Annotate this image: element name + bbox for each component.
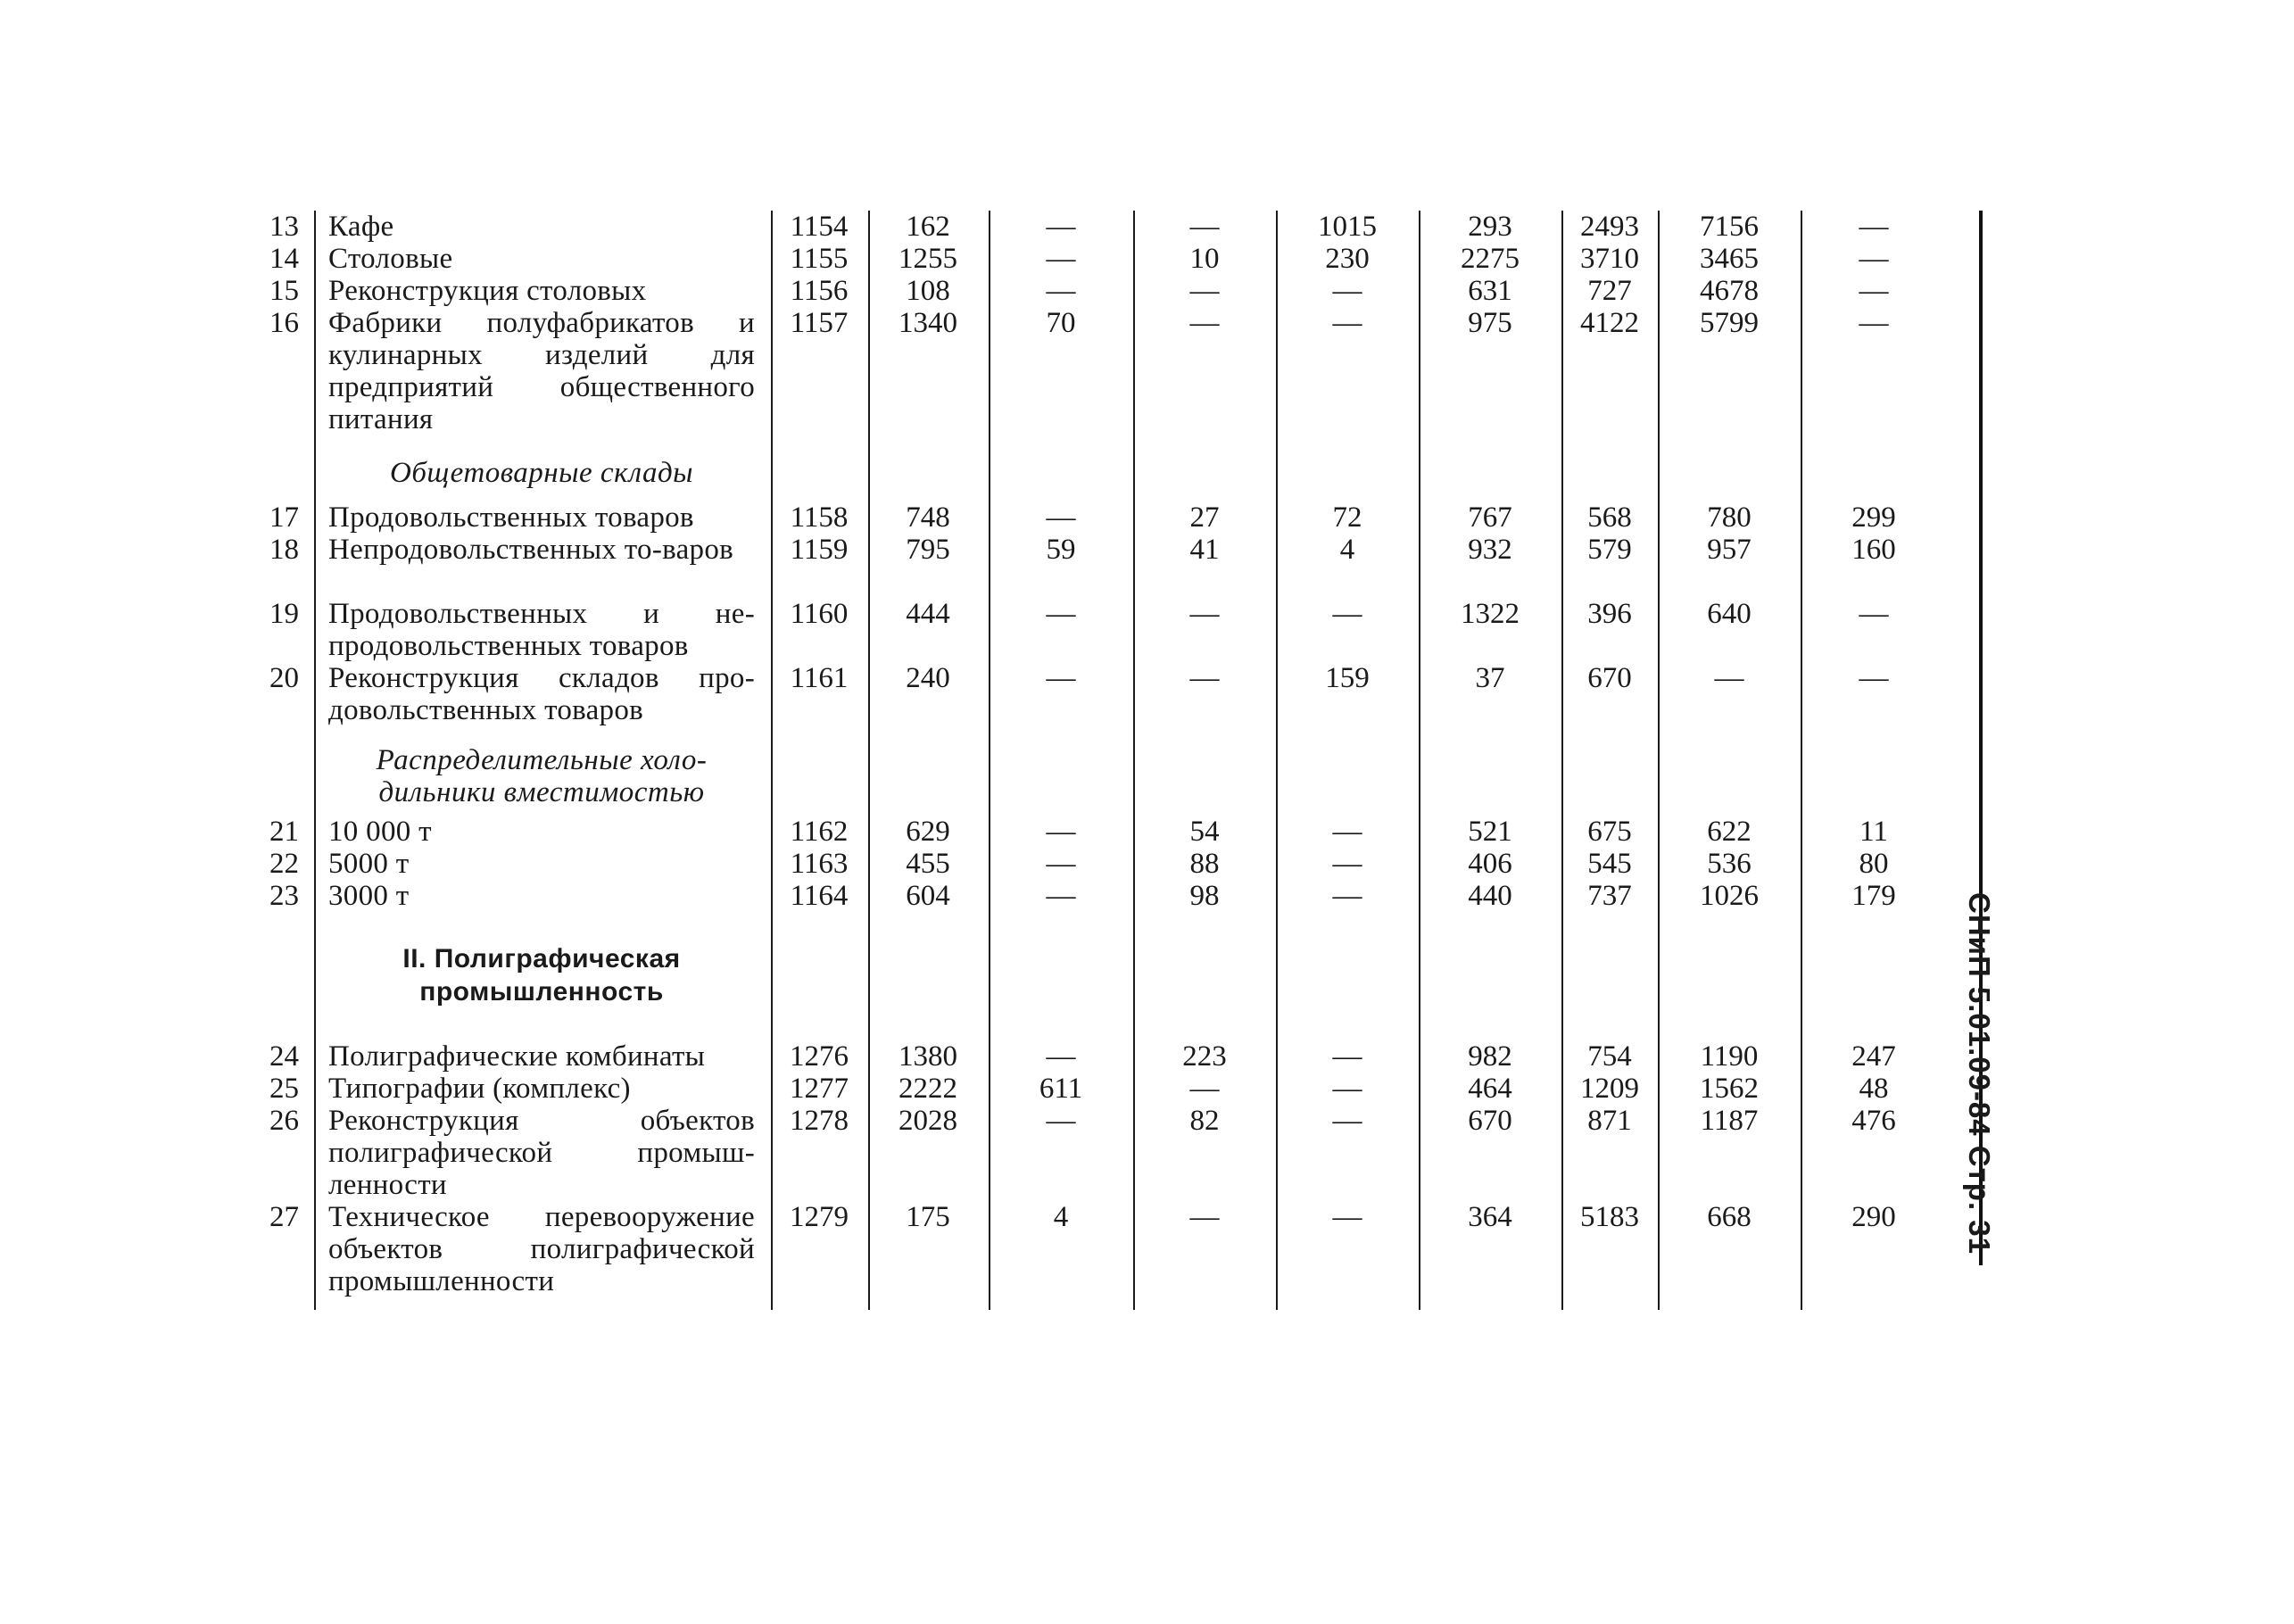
cell-c7: 4678 [1700, 275, 1759, 307]
cell-c3: — [1189, 211, 1220, 243]
cell-code: 1277 [790, 1073, 849, 1105]
cell-c3: — [1189, 662, 1220, 694]
cell-c7: 5799 [1700, 307, 1759, 339]
row-name: Полиграфические комбинаты [328, 1040, 706, 1073]
cell-c2: — [1046, 1040, 1076, 1073]
cell-c5: 37 [1475, 662, 1505, 694]
cell-c8: 247 [1851, 1040, 1896, 1073]
cell-c1: 2222 [899, 1073, 957, 1105]
cell-c4: — [1332, 1105, 1362, 1137]
section-heading-line: II. Полиграфическая [402, 944, 681, 974]
cell-c7: — [1714, 662, 1744, 694]
cell-c6: 737 [1587, 880, 1632, 912]
cell-c1: 795 [906, 534, 950, 566]
cell-c7: 640 [1707, 598, 1752, 630]
cell-c6: 670 [1587, 662, 1632, 694]
cell-c6: 4122 [1580, 307, 1639, 339]
cell-c4: 4 [1339, 534, 1355, 566]
row-name: Фабрики полуфабрикатов и кулинарных изделий для предприятий общественного питания [328, 307, 755, 435]
cell-c8: — [1859, 243, 1889, 275]
running-header: СНиП 5.01.09-84 Стр. 31 [1963, 892, 1996, 1255]
cell-c5: 364 [1468, 1201, 1512, 1233]
cell-c2: — [1046, 275, 1076, 307]
cell-c5: 670 [1468, 1105, 1512, 1137]
row-number: 15 [269, 275, 299, 307]
row-number: 20 [269, 662, 299, 694]
cell-c8: — [1859, 211, 1889, 243]
row-number: 19 [269, 598, 299, 630]
cell-c8: 11 [1859, 816, 1888, 848]
cell-c1: 1255 [899, 243, 957, 275]
cell-c5: 521 [1468, 816, 1512, 848]
column-rule [314, 211, 316, 1310]
row-number: 18 [269, 534, 299, 566]
cell-c3: — [1189, 275, 1220, 307]
cell-c3: — [1189, 1073, 1220, 1105]
cell-c7: 668 [1707, 1201, 1752, 1233]
row-number: 22 [269, 848, 299, 880]
row-name: 10 000 т [328, 816, 432, 848]
cell-c5: 2275 [1461, 243, 1520, 275]
cell-c1: 2028 [899, 1105, 957, 1137]
cell-c6: 871 [1587, 1105, 1632, 1137]
cell-c4: — [1332, 1040, 1362, 1073]
cell-c2: 4 [1053, 1201, 1069, 1233]
row-name: Кафе [328, 211, 394, 243]
cell-c6: 727 [1587, 275, 1632, 307]
cell-c1: 444 [906, 598, 950, 630]
cell-c3: — [1189, 598, 1220, 630]
cell-c2: 611 [1039, 1073, 1083, 1105]
cell-c2: 59 [1046, 534, 1076, 566]
cell-code: 1159 [790, 534, 849, 566]
cell-c3: 10 [1189, 243, 1220, 275]
row-number: 25 [269, 1073, 299, 1105]
row-number: 16 [269, 307, 299, 339]
row-number: 21 [269, 816, 299, 848]
cell-c5: 767 [1468, 501, 1512, 534]
cell-c7: 7156 [1700, 211, 1759, 243]
cell-c7: 536 [1707, 848, 1752, 880]
cell-c8: 160 [1851, 534, 1896, 566]
cell-c8: — [1859, 662, 1889, 694]
row-name: Столовые [328, 243, 453, 275]
cell-code: 1157 [790, 307, 849, 339]
cell-c8: — [1859, 307, 1889, 339]
section-heading-line: Распределительные холо- [376, 744, 708, 776]
section-heading-line: дильники вместимостью [378, 776, 705, 808]
section-heading-printing [328, 942, 755, 1008]
cell-c5: 464 [1468, 1073, 1512, 1105]
cell-c4: — [1332, 275, 1362, 307]
section-heading-line: промышленность [419, 977, 664, 1007]
row-number: 24 [269, 1040, 299, 1073]
cell-c1: 604 [906, 880, 950, 912]
cell-c1: 629 [906, 816, 950, 848]
cell-c2: — [1046, 1105, 1076, 1137]
cell-c6: 675 [1587, 816, 1632, 848]
cell-code: 1156 [790, 275, 849, 307]
row-name: Продовольственных и не-продовольственных товаров [328, 598, 755, 662]
cell-code: 1164 [790, 880, 849, 912]
cell-c6: 5183 [1580, 1201, 1639, 1233]
cell-c2: 70 [1046, 307, 1076, 339]
cell-c5: 932 [1468, 534, 1512, 566]
cell-c1: 108 [906, 275, 950, 307]
row-name: Продовольственных товаров [328, 501, 694, 534]
cell-c4: — [1332, 880, 1362, 912]
cell-c1: 175 [906, 1201, 950, 1233]
column-rule [1133, 211, 1135, 1310]
column-rule [1276, 211, 1278, 1310]
cell-c5: 982 [1468, 1040, 1512, 1073]
cell-c1: 748 [906, 501, 950, 534]
column-rule [1419, 211, 1420, 1310]
cell-c3: — [1189, 307, 1220, 339]
row-number: 26 [269, 1105, 299, 1137]
cell-c2: — [1046, 816, 1076, 848]
cell-c3: 27 [1189, 501, 1220, 534]
row-name: Типографии (комплекс) [328, 1073, 631, 1105]
cell-c7: 1562 [1700, 1073, 1759, 1105]
row-name: Реконструкция столовых [328, 275, 647, 307]
cell-c2: — [1046, 501, 1076, 534]
cell-c6: 3710 [1580, 243, 1639, 275]
cell-c2: — [1046, 211, 1076, 243]
cell-c8: 299 [1851, 501, 1896, 534]
cell-c8: 476 [1851, 1105, 1896, 1137]
cell-c4: — [1332, 1201, 1362, 1233]
cell-c3: 54 [1189, 816, 1220, 848]
cell-c4: 72 [1332, 501, 1362, 534]
row-name: 5000 т [328, 848, 410, 880]
cell-c1: 162 [906, 211, 950, 243]
column-rule [771, 211, 773, 1310]
column-rule [989, 211, 990, 1310]
cell-c8: 290 [1851, 1201, 1896, 1233]
row-number: 13 [269, 211, 299, 243]
cell-c8: 179 [1851, 880, 1896, 912]
section-heading-warehouses: Общетоварные склады [390, 457, 693, 489]
cell-c6: 396 [1587, 598, 1632, 630]
cell-c7: 1190 [1700, 1040, 1759, 1073]
cell-c3: 88 [1189, 848, 1220, 880]
cell-c8: — [1859, 275, 1889, 307]
cell-c1: 455 [906, 848, 950, 880]
cell-c2: — [1046, 880, 1076, 912]
cell-c7: 957 [1707, 534, 1752, 566]
cell-c7: 1026 [1700, 880, 1759, 912]
cell-c7: 622 [1707, 816, 1752, 848]
cell-code: 1158 [790, 501, 849, 534]
cell-code: 1161 [790, 662, 849, 694]
cell-c4: — [1332, 307, 1362, 339]
cell-c8: — [1859, 598, 1889, 630]
column-rule [1658, 211, 1660, 1310]
cell-code: 1276 [790, 1040, 849, 1073]
cell-code: 1163 [790, 848, 849, 880]
cell-c8: 80 [1859, 848, 1889, 880]
row-number: 27 [269, 1201, 299, 1233]
cell-c4: — [1332, 598, 1362, 630]
cell-c2: — [1046, 243, 1076, 275]
cell-c4: — [1332, 1073, 1362, 1105]
cell-c7: 780 [1707, 501, 1752, 534]
cell-code: 1154 [790, 211, 849, 243]
cell-c4: 230 [1325, 243, 1370, 275]
row-name: Непродовольственных то-варов [328, 534, 734, 566]
cell-c2: — [1046, 662, 1076, 694]
cell-c3: 41 [1189, 534, 1220, 566]
row-name: Реконструкция объектов полиграфической промыш-ленности [328, 1105, 755, 1201]
cell-c5: 440 [1468, 880, 1512, 912]
cell-c3: 223 [1182, 1040, 1227, 1073]
row-number: 14 [269, 243, 299, 275]
cell-c8: 48 [1859, 1073, 1889, 1105]
cell-c5: 406 [1468, 848, 1512, 880]
cell-c5: 1322 [1461, 598, 1520, 630]
column-rule [1801, 211, 1802, 1310]
cell-c7: 1187 [1700, 1105, 1759, 1137]
cell-c2: — [1046, 848, 1076, 880]
cell-code: 1155 [790, 243, 849, 275]
cell-c6: 1209 [1580, 1073, 1639, 1105]
cell-c3: — [1189, 1201, 1220, 1233]
row-number: 17 [269, 501, 299, 534]
cell-c4: — [1332, 816, 1362, 848]
cell-c1: 240 [906, 662, 950, 694]
cell-c5: 631 [1468, 275, 1512, 307]
cell-c6: 754 [1587, 1040, 1632, 1073]
row-name: 3000 т [328, 880, 410, 912]
cell-c4: 159 [1325, 662, 1370, 694]
cell-c7: 3465 [1700, 243, 1759, 275]
cell-code: 1162 [790, 816, 849, 848]
row-number: 23 [269, 880, 299, 912]
cell-c4: — [1332, 848, 1362, 880]
cell-c6: 568 [1587, 501, 1632, 534]
column-rule [868, 211, 870, 1310]
cell-c5: 293 [1468, 211, 1512, 243]
cell-c6: 579 [1587, 534, 1632, 566]
cell-code: 1278 [790, 1105, 849, 1137]
cell-c6: 2493 [1580, 211, 1639, 243]
cell-code: 1160 [790, 598, 849, 630]
cell-c1: 1380 [899, 1040, 957, 1073]
column-rule [1561, 211, 1563, 1310]
cell-c2: — [1046, 598, 1076, 630]
cell-code: 1279 [790, 1201, 849, 1233]
cell-c4: 1015 [1318, 211, 1377, 243]
cell-c3: 82 [1189, 1105, 1220, 1137]
cell-c1: 1340 [899, 307, 957, 339]
row-name: Реконструкция складов про-довольственных товаров [328, 662, 755, 726]
section-heading-refrigerators [328, 744, 755, 808]
cell-c6: 545 [1587, 848, 1632, 880]
cell-c5: 975 [1468, 307, 1512, 339]
row-name: Техническое перевооружение объектов полиграфической промышленности [328, 1201, 755, 1297]
cell-c3: 98 [1189, 880, 1220, 912]
